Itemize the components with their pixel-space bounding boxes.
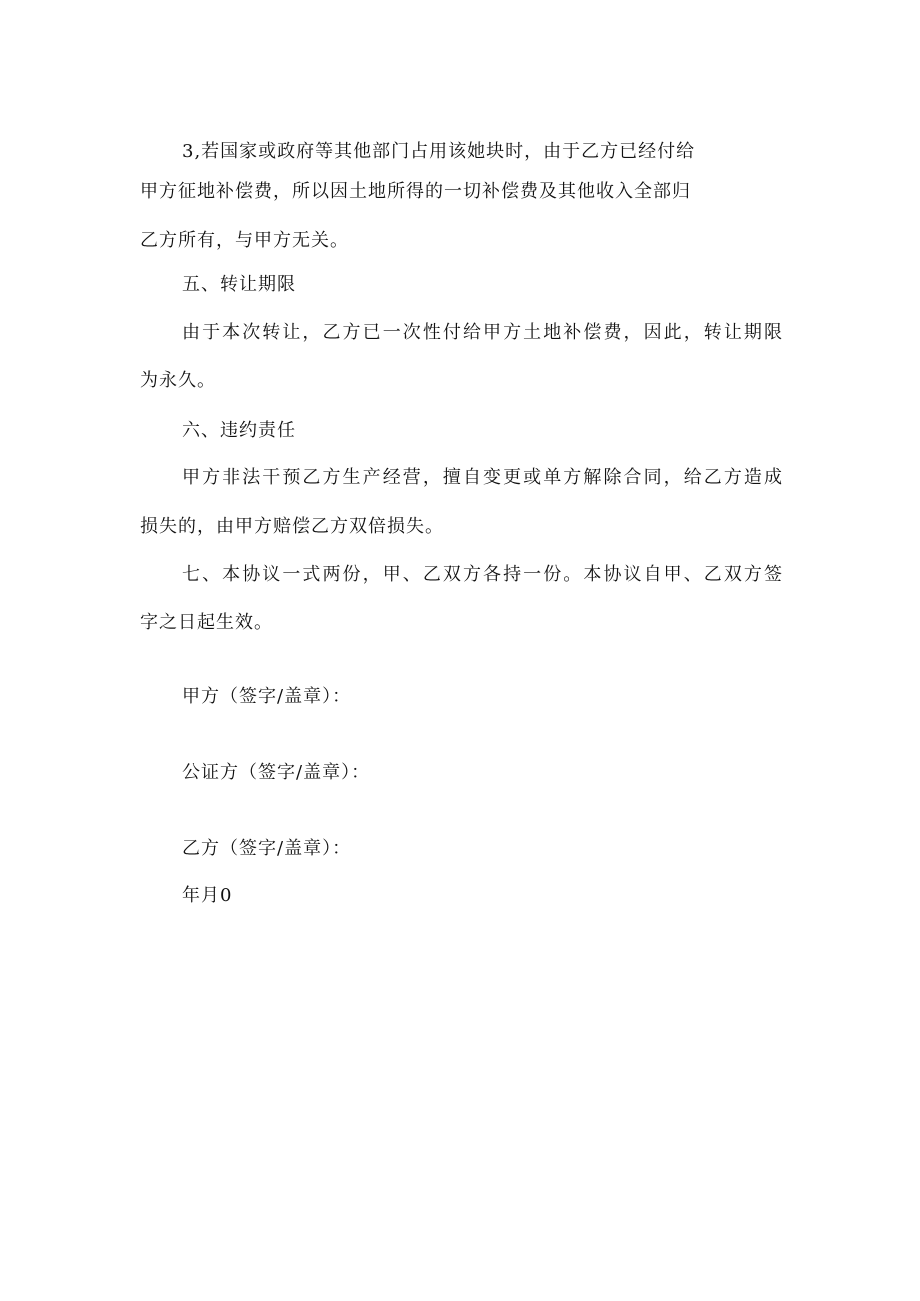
- signature-party-b: 乙方（签字/盖章）：: [182, 838, 352, 859]
- breach-liability-line-2: 损失的，由甲方赔偿乙方双倍损失。: [140, 516, 444, 537]
- clause-3-line-2: 甲方征地补偿费，所以因土地所得的一切补偿费及其他收入全部归: [140, 181, 691, 202]
- transfer-period-line-2: 为永久。: [140, 370, 216, 391]
- clause-7-line-1: 七、本协议一式两份，甲、乙双方各持一份。本协议自甲、乙双方签: [182, 564, 783, 585]
- breach-liability-line-1: 甲方非法干预乙方生产经营，擅自变更或单方解除合同，给乙方造成: [182, 467, 783, 488]
- clause-3-line-3: 乙方所有，与甲方无关。: [140, 230, 349, 251]
- signature-party-a: 甲方（签字/盖章）：: [182, 686, 352, 707]
- heading-transfer-period: 五、转让期限: [182, 274, 296, 295]
- signature-date: 年月0: [182, 885, 233, 906]
- signature-notary: 公证方（签字/盖章）：: [182, 762, 371, 783]
- transfer-period-line-1: 由于本次转让，乙方已一次性付给甲方土地补偿费，因此，转让期限: [182, 322, 783, 343]
- clause-7-line-2: 字之日起生效。: [140, 612, 273, 633]
- heading-breach-liability: 六、违约责任: [182, 420, 296, 441]
- clause-3-line-1: 3,若国家或政府等其他部门占用该她块时，由于乙方已经付给: [182, 141, 696, 162]
